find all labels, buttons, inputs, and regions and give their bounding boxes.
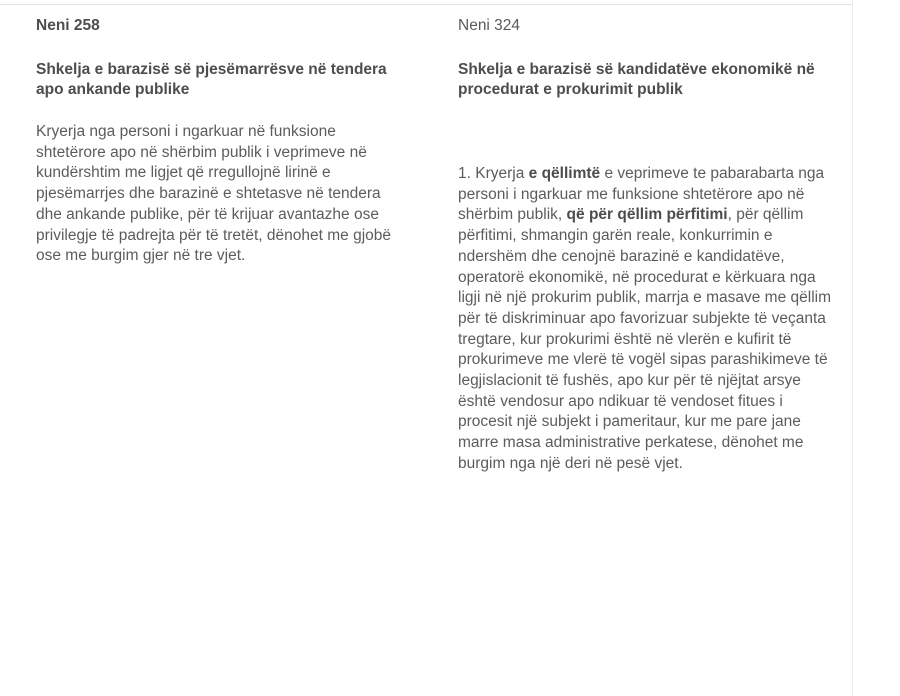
article-title: Shkelja e barazisë së pjesëmarrësve në tendera apo ankande publike bbox=[36, 61, 387, 98]
article-text-segment: e veprimeve te pabarabarta nga personi i ngarkuar me funksione shtetërore apo në shërbim publik, bbox=[458, 165, 825, 224]
emphasized-phrase: që për qëllim përfitimi bbox=[566, 206, 728, 224]
article-text-segment: 1. Kryerja bbox=[458, 165, 529, 182]
article-324-column bbox=[458, 16, 834, 475]
article-text: Kryerja nga personi i ngarkuar në funksione shtetërore apo në shërbim publik i veprimeve në kundërshtim me ligjet që rregullojnë lirinë e pjesëmarrjes dhe barazinë e shtetasve në tendera dhe ankande publike, për të krijuar avantazhe ose privilegje të padrejta për të tretët, dënohet me gjobë ose me burgim gjer në tre vjet. bbox=[36, 123, 392, 265]
article-number: Neni 258 bbox=[36, 17, 100, 34]
article-text-segment: , për qëllim përfitimi, shmangin garën reale, konkurrimin e ndershëm dhe cenojnë barazinë e kandidatëve, operatorë ekonomikë, në procedurat e kërkuara nga ligji në një prokurim publik, marrja e masave me qëllim për të diskriminuar apo favorizuar subjekte të veçanta tregtare, kur prokurimi është në vlerën e kufirit të prokurimeve me vlerë të vogël sipas parashikimeve të legjislacionit të fushës, apo kur për të njëjtat arsye është vendosur apo ndikuar të vendoset fitues i procesit një subjekt i pameritaur, kur me pare jane marre masa administrative perkatese, dënohet me burgim nga një deri në pesë vjet. bbox=[458, 206, 831, 472]
article-258-column bbox=[36, 16, 408, 267]
top-divider bbox=[0, 4, 852, 5]
article-text bbox=[458, 164, 834, 475]
article-title: Shkelja e barazisë së kandidatëve ekonomikë në procedurat e prokurimit publik bbox=[458, 61, 815, 98]
right-divider bbox=[852, 0, 853, 696]
emphasized-phrase: e qëllimtë bbox=[528, 165, 601, 182]
article-number: Neni 324 bbox=[458, 17, 521, 34]
